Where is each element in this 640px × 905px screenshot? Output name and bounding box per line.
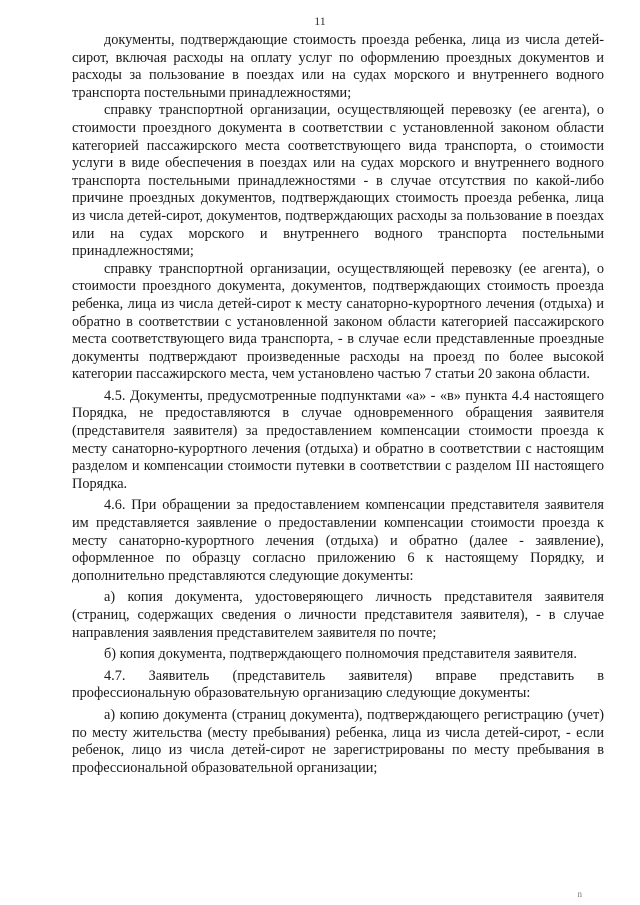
paragraph-4-5: 4.5. Документы, предусмотренные подпунктами «а» - «в» пункта 4.4 настоящего Порядка, не предоставляются в случае одновременного обращения заявителя (представителя заявителя) за предоставлением компенсации стоимости проезда к месту санаторно-курортного лечения (отдыха) и обратно в соответствии с настоящим разделом и компенсации стоимости путевки в соответствии с разделом III настоящего Порядка. xyxy=(72,387,604,492)
paragraph-travel-cost-documents: документы, подтверждающие стоимость проезда ребенка, лица из числа детей-сирот, включая расходы на оплату услуг по оформлению проездных документов и расходы за пользование в поездах или на судах морского и внутреннего водного транспорта постельными принадлежностями; xyxy=(72,32,604,101)
paragraph-4-6: 4.6. При обращении за предоставлением компенсации представителя заявителя им представляется заявление о предоставлении компенсации стоимости проезда к месту санаторно-курортного лечения (отдыха) и обратно (далее - заявление), оформленное по образцу согласно приложению 6 к настоящему Порядку, и дополнительно представляются следующие документы: xyxy=(72,497,604,584)
paragraph-4-6-a: а) копия документа, удостоверяющего личность представителя заявителя (страниц, содержащих сведения о личности представителя заявителя), - в случае направления заявления представителем заявителя по почте; xyxy=(72,589,604,641)
corner-mark: n xyxy=(577,889,582,899)
paragraph-4-6-b: б) копия документа, подтверждающего полномочия представителя заявителя. xyxy=(104,646,577,663)
paragraph-transport-certificate-cost: справку транспортной организации, осуществляющей перевозку (ее агента), о стоимости проездного документа в соответствии с установленной законом области категорией пассажирского места соответствующего вида транспорта, о стоимости услуги в виде обеспечения в поездах или на судах морского и внутреннего водного транспорта постельными принадлежностями - в случае отсутствия по какой-либо причине проездных документов, подтверждающих стоимость проезда ребенка, лица из числа детей-сирот, документов, подтверждающих расходы за пользование в поездах или на судах морского и внутреннего водного транспорта постельными принадлежностями; xyxy=(72,102,604,260)
document-body xyxy=(72,32,604,777)
paragraph-transport-certificate-category: справку транспортной организации, осуществляющей перевозку (ее агента), о стоимости проездного документа, документов, подтверждающих стоимость проезда ребенка, лица из числа детей-сирот к месту санаторно-курортного лечения (отдыха) и обратно в соответствии с установленной законом области категорией пассажирского места соответствующего вида транспорта, - в случае если представленные проездные документы подтверждают произведенные расходы на проезд по более высокой категории пассажирского места, чем установлено частью 7 статьи 20 закона области. xyxy=(72,260,604,383)
paragraph-4-7-a: а) копию документа (страниц документа), подтверждающего регистрацию (учет) по месту жительства (месту пребывания) ребенка, лица из числа детей-сирот, - если ребенок, лицо из числа детей-сирот не зарегистрированы по месту пребывания в профессиональной образовательной организации; xyxy=(72,706,604,776)
paragraph-4-7: 4.7. Заявитель (представитель заявителя) вправе представить в профессиональную образовательную организацию следующие документы: xyxy=(72,667,604,702)
page-number: 11 xyxy=(314,14,326,28)
